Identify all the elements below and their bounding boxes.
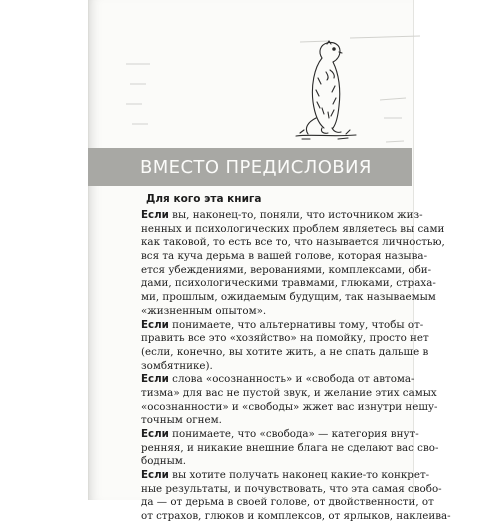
text-line: ненных и психологических проблем являетесь вы сами [141,222,445,235]
text-line: править все это «хозяйство» на помойку, просто нет [141,332,429,345]
text-line: ется убеждениями, верованиями, комплексами, оби- [141,263,432,276]
paragraph-lead-word: Если [141,318,169,331]
gopher-illustration-icon [286,38,374,144]
text-line: бодным. [141,455,187,468]
paragraph-lead-word: Если [141,469,169,482]
text-line: точным огнем. [141,414,222,427]
text-line: тизма» для вас не пустой звук, и желание этих самых [141,386,437,399]
text-line: «осознанности» и «свободы» жжет вас изнутри нешу- [141,400,438,413]
text-line: от страхов, глюков и комплексов, от ярлыков, наклеива- [141,510,451,523]
text-line: как таковой, то есть все то, что называется личностью, [141,236,445,249]
paragraph-lead-word: Если [141,428,169,440]
text-line: вся та куча дерьма в вашей голове, которая называ- [141,250,428,263]
text-line: Если вы хотите получать наконец какие-то конкрет- [141,469,430,482]
text-line: «жизненным опытом». [141,304,267,317]
section-heading: Для кого эта книга [146,193,262,205]
text-line: Если слова «осознанность» и «свобода от автома- [141,373,415,386]
paragraph-lead-word: Если [141,209,169,221]
text-line: Если вы, наконец-то, поняли, что источником жиз- [141,209,423,221]
text-line: Если понимаете, что «свобода» — категория внут- [141,428,419,440]
paragraph-lead-word: Если [141,373,169,386]
body-text [141,209,451,524]
text-line: (если, конечно, вы хотите жить, а не спать дальше в [141,345,429,358]
text-line: зомбятнике). [141,359,213,372]
text-line: ми, прошлым, ожидаемым будущим, так называемым [141,291,436,304]
text-line: ренняя, и никакие внешние блага не сделают вас сво- [141,441,439,454]
text-line: да — от дерьма в своей голове, от двойственности, от [141,496,434,509]
text-line: дами, психологическими травмами, глюками, страха- [141,277,436,290]
chapter-title: ВМЕСТО ПРЕДИСЛОВИЯ [140,157,372,178]
text-line: ные результаты, и почувствовать, что эта самая свобо- [141,482,442,495]
text-line: Если понимаете, что альтернативы тому, чтобы от- [141,318,424,331]
